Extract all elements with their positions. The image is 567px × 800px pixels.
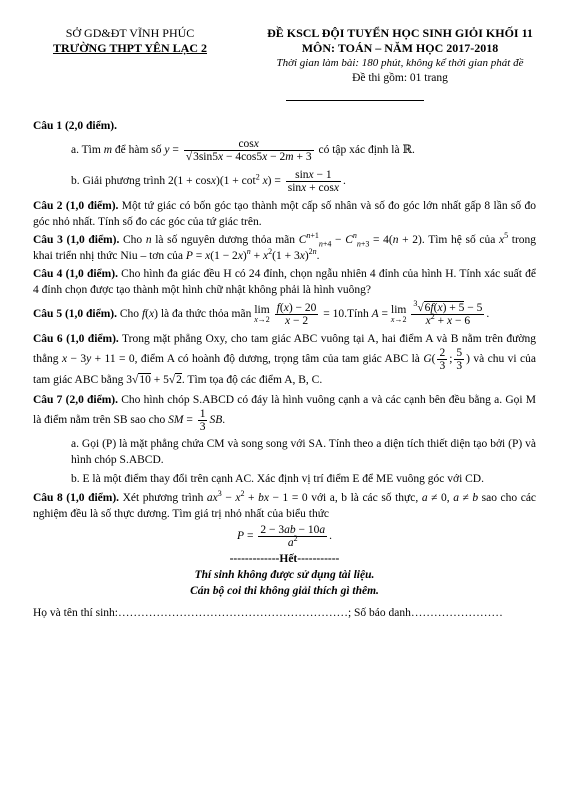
pages-note: Đề thi gồm: 01 trang: [352, 72, 448, 84]
q8-expression: P = $\frac{2 - 3ab - 10a}{a^2}$ .: [237, 524, 332, 549]
q6: Câu 6 (1,0 điểm). Trong mặt phẳng Oxy, cho tam giác ABC vuông tại A, hai điểm A và B nằm trên đường thẳng x − 3y + 11 = 0, điểm A có hoành độ dương, trọng tâm của tam giác ABC là G( $\frac{2}{3}$ ; $\frac{5}{3}$ ) và chu vi của tam giác ABC bằng 3√10 + 5√2. Tìm tọa độ các điểm A, B, C.: [33, 333, 537, 386]
q3: Câu 3 (1,0 điểm). Cho n là số nguyên dương thỏa mãn $C^{n+1}_{n+4} - C^n_{n+3} = 4(n + 2)$. Tìm hệ số của $x^5$ trong khai triển nhị thức Niu – tơn của $P = x(1 - 2x)^n + x^2(1 + 3x)^{2n}$.: [33, 231, 537, 262]
header-left: [20, 26, 240, 56]
department-name: SỞ GD&ĐT VĨNH PHÚC: [65, 26, 195, 40]
exam-body: [33, 118, 536, 621]
q1-label: Câu 1 (2,0 điểm).: [33, 120, 118, 132]
q1-fraction: $\frac{\cos x}{√3\sin 5x - 4\cos 5x - 2m + 3}$: [185, 138, 312, 163]
time-note: Thời gian làm bài: 180 phút, không kể thời gian phát đề: [276, 57, 524, 69]
q5: Câu 5 (1,0 điểm). Cho f(x) là đa thức thỏa mãn lim x→2 $\frac{f(x) - 20}{x - 2}$ = 10.Tính A = lim x→2 $\frac{^3√6f(x) + 5 - 5}{x^2 + x - 6}$ .: [33, 299, 490, 327]
q7-part-b: b. E là một điểm thay đổi trên cạnh AC. Xác định vị trí điểm E để ME vuông góc với CD.: [71, 473, 484, 485]
end-marker: -------------Hết-----------: [229, 553, 340, 565]
q8: Câu 8 (1,0 điểm). Xét phương trình $ax^3 - x^2$ + bx − 1 = 0 với a, b là các số thực, a ≠ 0, a ≠ b sao cho các nghiệm đều là số thực dương. Tìm giá trị nhỏ nhất của biểu thức: [33, 489, 537, 520]
header-divider: [286, 100, 424, 101]
exam-subject: MÔN: TOÁN – NĂM HỌC 2017-2018: [301, 41, 499, 55]
q4: Câu 4 (1,0 điểm). Cho hình đa giác đều H có 24 đỉnh, chọn ngẫu nhiên 4 đỉnh của hình H. Tính xác suất để 4 đỉnh chọn được tạo thành một hình chữ nhật không phải là hình vuông?: [33, 268, 537, 296]
candidate-info: Họ và tên thí sinh:……………………………………………………; Số báo danh……………………: [33, 607, 503, 619]
q2: Câu 2 (1,0 điểm). Một tứ giác có bốn góc tạo thành một cấp số nhân và số đo góc lớn nhất gấp 8 lần số đo góc nhỏ nhất. Tính số đo các góc của tứ giác trên.: [33, 200, 536, 228]
q7-part-a: a. Gọi (P) là mặt phẳng chứa CM và song song với SA. Tính theo a diện tích thiết diện tạo bởi (P) và hình chóp S.ABCD.: [71, 438, 536, 466]
header-right: [244, 26, 556, 86]
exam-title: ĐỀ KSCL ĐỘI TUYỂN HỌC SINH GIỎI KHỐI 11: [267, 26, 533, 40]
q1-part-a: a. Tìm m để hàm số y = $\frac{\cos x}{√3\sin 5x - 4\cos 5x - 2m + 3}$ có tập xác định là ℝ.: [71, 138, 415, 163]
q7: Câu 7 (2,0 điểm). Cho hình chóp S.ABCD có đáy là hình vuông cạnh a và các cạnh bên đều bằng a. Gọi M là điểm nằm trên SB sao cho SM = $\frac{1}{3}$ SB.: [33, 394, 537, 433]
note-proctor: Cán bộ coi thi không giải thích gì thêm.: [190, 585, 379, 597]
note-materials: Thí sinh không được sử dụng tài liệu.: [194, 569, 375, 581]
school-name: TRƯỜNG THPT YÊN LẠC 2: [52, 41, 208, 55]
q1-part-b: b. Giải phương trình $2(1 + \cos x)(1 + \cot^2 x)$ = $\frac{\sin x - 1}{\sin x + \cos x}$ .: [71, 169, 346, 194]
